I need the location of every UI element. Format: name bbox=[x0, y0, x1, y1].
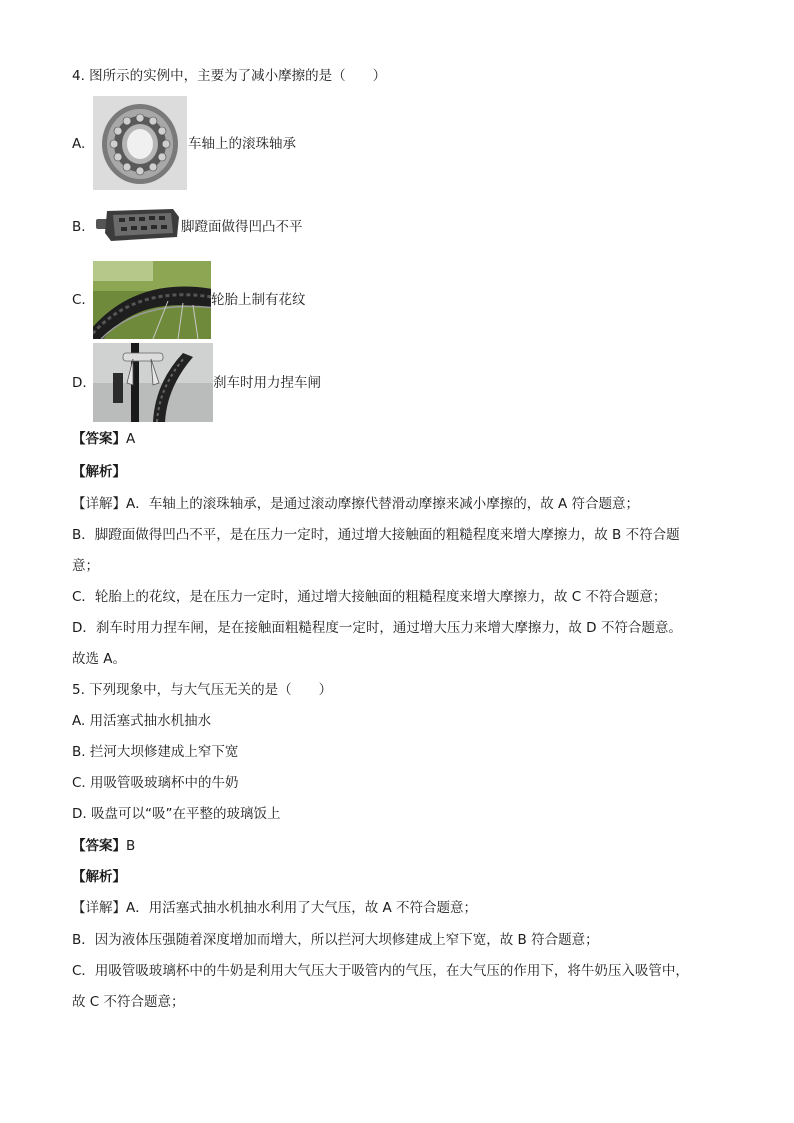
q4-option-d-letter: D. bbox=[72, 375, 87, 391]
q4-detail-line: 意； bbox=[72, 558, 99, 574]
q5-option-d: D. 吸盘可以“吸”在平整的玻璃饭上 bbox=[72, 806, 281, 822]
q5-detail-line: C．用吸管吸玻璃杯中的牛奶是利用大气压大于吸管内的气压，在大气压的作用下，将牛奶压入吸管中， bbox=[72, 963, 689, 979]
q4-option-a-letter: A. bbox=[72, 136, 86, 152]
q5-analysis-label: 【解析】 bbox=[72, 869, 126, 885]
q4-analysis-label: 【解析】 bbox=[72, 464, 126, 480]
q4-option-d-text: 刹车时用力捏车闸 bbox=[213, 375, 321, 391]
answer-label: 【答案】 bbox=[72, 431, 126, 447]
bicycle-pedal-image bbox=[93, 203, 181, 247]
q5-option-c: C. 用吸管吸玻璃杯中的牛奶 bbox=[72, 775, 239, 791]
q5-answer bbox=[72, 836, 135, 856]
q5-detail-line: B．因为液体压强随着深度增加而增大，所以拦河大坝修建成上窄下宽，故 B 符合题意； bbox=[72, 932, 599, 948]
q4-option-c-letter: C. bbox=[72, 292, 86, 308]
q4-detail-line: C．轮胎上的花纹，是在压力一定时，通过增大接触面的粗糙程度来增大摩擦力，故 C 不符合题意； bbox=[72, 589, 667, 605]
q4-option-a-text: 车轴上的滚珠轴承 bbox=[188, 136, 296, 152]
question-5-stem: 5. 下列现象中，与大气压无关的是（ ） bbox=[72, 682, 333, 698]
bicycle-brake-image bbox=[93, 343, 213, 422]
q5-option-a: A. 用活塞式抽水机抽水 bbox=[72, 713, 212, 729]
q4-option-b-letter: B. bbox=[72, 219, 86, 235]
answer-value: A bbox=[126, 431, 136, 447]
q5-detail-line: 故 C 不符合题意； bbox=[72, 994, 185, 1010]
q4-detail-line: D．刹车时用力捏车闸，是在接触面粗糙程度一定时，通过增大压力来增大摩擦力，故 D 不符合题意。 bbox=[72, 620, 682, 636]
q4-detail-line: B．脚蹬面做得凹凸不平，是在压力一定时，通过增大接触面的粗糙程度来增大摩擦力，故 B 不符合题 bbox=[72, 527, 680, 543]
question-4-stem: 4. 图所示的实例中，主要为了减小摩擦的是（ ） bbox=[72, 68, 387, 84]
q4-detail-line: 故选 A。 bbox=[72, 651, 127, 667]
q4-answer bbox=[72, 429, 135, 449]
ball-bearing-image bbox=[93, 96, 187, 190]
answer-label: 【答案】 bbox=[72, 838, 126, 854]
q4-option-b-text: 脚蹬面做得凹凸不平 bbox=[181, 219, 303, 235]
answer-value: B bbox=[126, 838, 136, 854]
q4-detail-line: 【详解】A．车轴上的滚珠轴承，是通过滚动摩擦代替滑动摩擦来减小摩擦的，故 A 符合题意； bbox=[72, 496, 640, 512]
q5-option-b: B. 拦河大坝修建成上窄下宽 bbox=[72, 744, 239, 760]
bicycle-tire-image bbox=[93, 261, 211, 339]
q5-detail-line: 【详解】A．用活塞式抽水机抽水利用了大气压，故 A 不符合题意； bbox=[72, 900, 478, 916]
q4-option-c-text: 轮胎上制有花纹 bbox=[211, 292, 306, 308]
